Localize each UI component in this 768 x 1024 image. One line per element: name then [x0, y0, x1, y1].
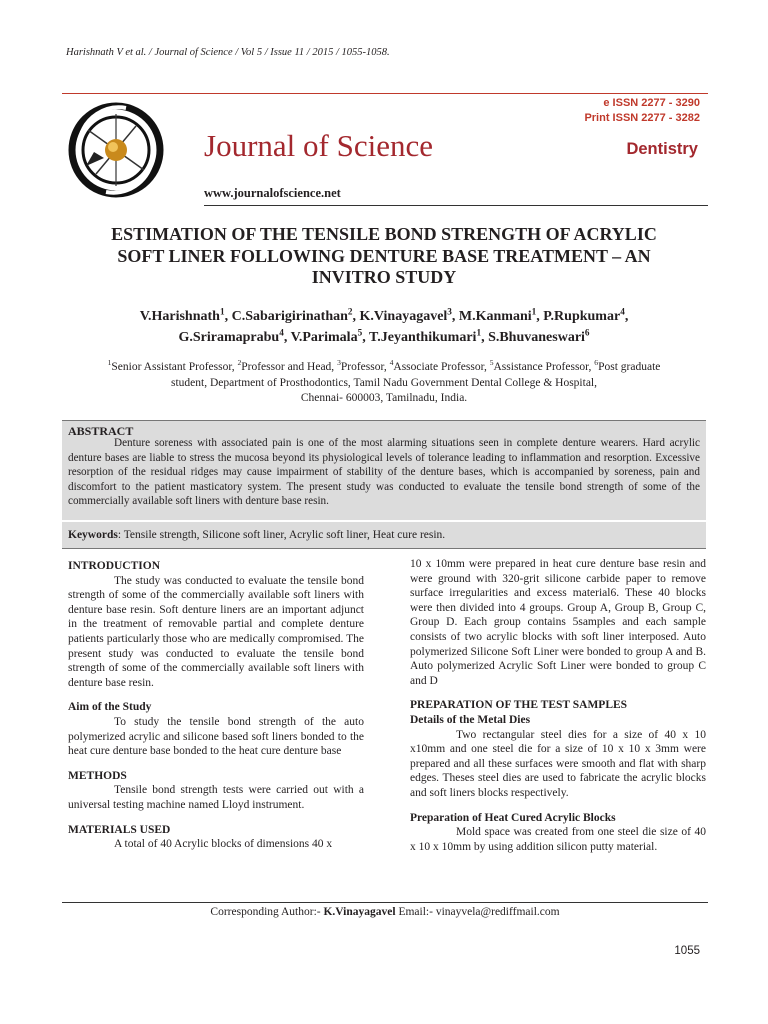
author-separator: , — [283, 330, 291, 345]
running-head: Harishnath V et al. / Journal of Science / Vol 5 / Issue 11 / 2015 / 1055-1058. — [66, 47, 390, 58]
affil-role: Assistance Professor, — [493, 361, 595, 373]
author-list — [62, 306, 706, 348]
introduction-text: The study was conducted to evaluate the tensile bond strength of some of the commercially available soft liners with denture base resin. Soft denture liners are an important adjunct in the treatment of removable partial and complete denture patients particularly those who are medically compromised. The present study was conducted to evaluate the tensile bond strength of some of the commercially available soft liners with denture base resin. — [68, 574, 364, 689]
author-affil-mark: 2 — [347, 306, 353, 317]
abstract-text: Denture soreness with associated pain is one of the most alarming situations seen in complete denture wearers. Hard acrylic denture bases are liable to stress the mucosa beyond its physiological levels of tolerance leading to inflammation and resorption. Excessive resorption of the residual ridges may cause impairment of stability of the denture bases, which is accompanied by soreness, pain and discomfort to the patient masticatory system. The present study was conducted to evaluate the tensile bond strength of some of the commercially available soft liners with denture base resin. — [68, 437, 700, 508]
author-name: K.Vinayagavel — [359, 309, 448, 324]
affiliation-line: Chennai- 600003, Tamilnadu, India. — [300, 392, 468, 404]
metal-dies-text: Two rectangular steel dies for a size of 40 x 10 x10mm and one steel die for a size of 10 x 10 x 3mm were prepared and all these surfaces were smooth and flat with sharp edges. Theses steel dies are used to fabricate the acrylic blocks and soft liners blocks respectively. — [410, 728, 706, 799]
continuation-text: 10 x 10mm were prepared in heat cure denture base resin and were ground with 320-grit silicone carbide paper to remove surface irregularities and excess material6. These 40 blocks were then divided into 4 groups. Group A, Group B, Group C, Group D. Each group contains 5samples and each sample consists of two acrylic blocks with soft liner interposed. Auto polymerized Silicone Soft Liner were bonded to group A and B. Auto polymerized Acrylic Soft Liner were bonded to group C and D — [410, 558, 706, 687]
author-affil-mark: 5 — [357, 327, 363, 338]
left-column — [68, 559, 364, 852]
corresponding-email: vinayvela@rediffmail.com — [435, 906, 560, 918]
affil-role: Post graduate — [598, 361, 661, 373]
author-separator: , — [624, 309, 629, 324]
author-name: G.Sriramaprabu — [178, 330, 280, 345]
corresponding-author — [62, 906, 708, 918]
affil-role: Professor and Head, — [241, 361, 338, 373]
author-affil-mark: 1 — [219, 306, 225, 317]
email-label: Email:- — [395, 906, 436, 918]
author-name: T.Jeyanthikumari — [368, 330, 477, 345]
author-affil-mark: 3 — [447, 306, 452, 317]
author-line — [62, 306, 706, 327]
author-separator: , — [451, 309, 459, 324]
corresponding-label: Corresponding Author:- — [210, 906, 324, 918]
preparation-heading: PREPARATION OF THE TEST SAMPLES — [410, 699, 628, 712]
affil-mark: 6 — [594, 358, 599, 368]
author-name: S.Bhuvaneswari — [488, 330, 585, 345]
affil-role: Associate Professor, — [393, 361, 490, 373]
journal-logo — [66, 100, 166, 200]
author-separator: , — [481, 330, 489, 345]
title-line: SOFT LINER FOLLOWING DENTURE BASE TREATMENT – AN — [117, 245, 651, 266]
affil-mark: 5 — [489, 358, 494, 368]
title-line: INVITRO STUDY — [311, 267, 457, 287]
heat-cured-text: Mold space was created from one steel die size of 40 x 10 x 10mm by using addition silicon putty material. — [410, 826, 706, 853]
author-name: C.Sabarigirinathan — [231, 309, 348, 324]
author-name: V.Parimala — [290, 330, 358, 345]
header-rule — [62, 93, 708, 94]
affiliation-line: student, Department of Prosthodontics, Tamil Nadu Government Dental College & Hospital, — [170, 376, 597, 389]
materials-text: A total of 40 Acrylic blocks of dimensions 40 x — [114, 838, 333, 851]
issn-electronic: e ISSN 2277 - 3290 — [603, 97, 700, 109]
author-name: V.Harishnath — [139, 309, 220, 324]
corresponding-name: K.Vinayagavel — [323, 906, 396, 918]
materials-heading: MATERIALS USED — [68, 823, 171, 836]
affiliations — [62, 360, 706, 407]
aim-heading: Aim of the Study — [68, 701, 152, 714]
right-column — [410, 557, 706, 854]
author-affil-mark: 1 — [531, 306, 537, 317]
author-separator: , — [352, 309, 360, 324]
issn-block — [584, 96, 700, 126]
journal-website: www.journalofscience.net — [204, 186, 341, 200]
metal-dies-heading: Details of the Metal Dies — [410, 713, 531, 726]
author-name: P.Rupkumar — [543, 309, 621, 324]
author-separator: , — [362, 330, 369, 345]
author-line — [62, 327, 706, 348]
methods-text: Tensile bond strength tests were carried out with a universal testing machine named Lloyd instrument. — [68, 784, 364, 811]
author-affil-mark: 6 — [584, 327, 590, 338]
keywords-text: : Tensile strength, Silicone soft liner, Acrylic soft liner, Heat cure resin. — [117, 529, 446, 541]
methods-heading: METHODS — [68, 769, 127, 782]
affil-mark: 1 — [107, 358, 112, 368]
introduction-heading: INTRODUCTION — [68, 560, 161, 572]
keywords — [68, 529, 445, 541]
subject-label: Dentistry — [626, 140, 698, 158]
title-line: ESTIMATION OF THE TENSILE BOND STRENGTH OF ACRYLIC — [111, 224, 657, 244]
affil-mark: 2 — [237, 358, 242, 368]
keywords-label: Keywords — [68, 529, 118, 541]
aim-text: To study the tensile bond strength of the auto polymerized acrylic and silicone based soft liners bonded to the heat cure denture base bonded to the heat cure denture base — [68, 715, 364, 758]
abstract-heading: ABSTRACT — [68, 424, 134, 438]
footer-rule — [62, 902, 708, 903]
affiliation-line — [62, 360, 706, 376]
website-rule — [204, 205, 708, 206]
affil-role: Professor, — [340, 361, 390, 373]
author-separator: , — [224, 309, 232, 324]
author-affil-mark: 4 — [620, 306, 625, 317]
paper-title — [62, 224, 706, 289]
author-affil-mark: 1 — [476, 327, 482, 338]
affil-mark: 4 — [389, 358, 394, 368]
page-number: 1055 — [674, 945, 700, 957]
affil-role: Senior Assistant Professor, — [111, 361, 238, 373]
author-affil-mark: 4 — [279, 327, 284, 338]
author-name: M.Kanmani — [458, 309, 532, 324]
heat-cured-heading: Preparation of Heat Cured Acrylic Blocks — [410, 811, 616, 824]
affil-mark: 3 — [337, 358, 341, 368]
author-separator: , — [536, 309, 544, 324]
issn-print: Print ISSN 2277 - 3282 — [584, 112, 700, 124]
journal-title: Journal of Science — [204, 128, 433, 163]
